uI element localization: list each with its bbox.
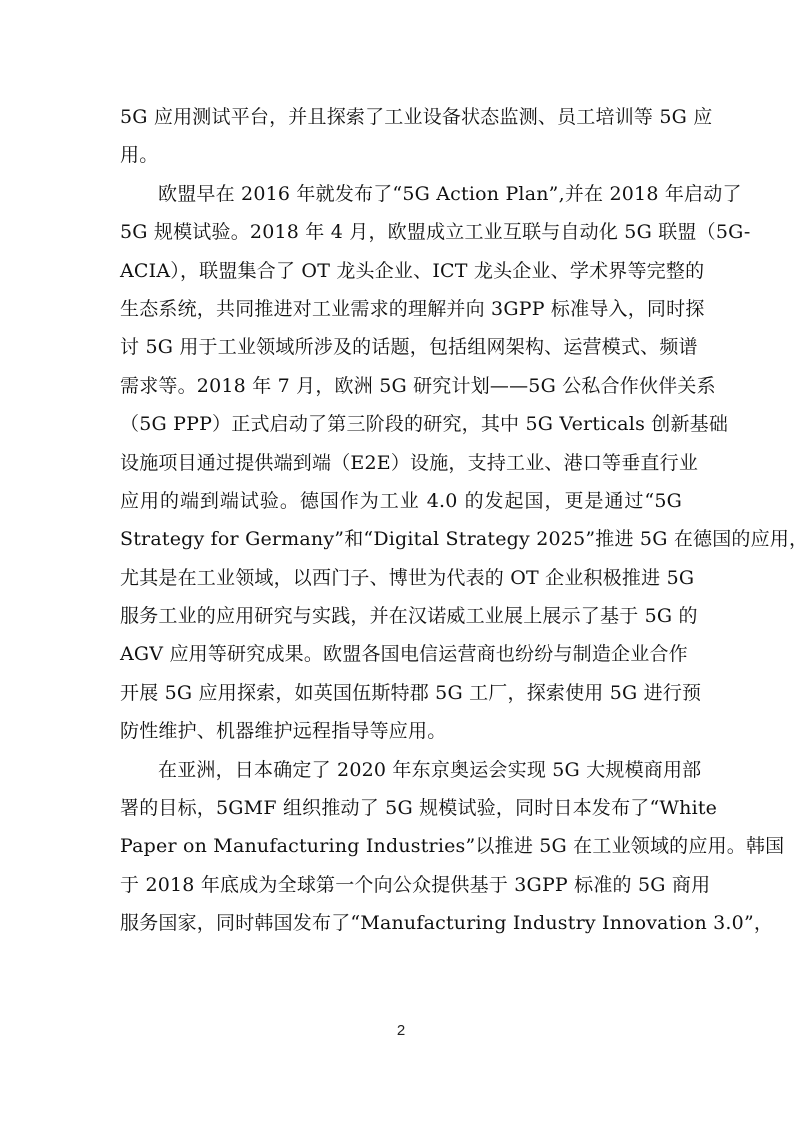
text-line: 服务工业的应用研究与实践，并在汉诺威工业展上展示了基于 5G 的 (120, 605, 698, 628)
text-line: AGV 应用等研究成果。欧盟各国电信运营商也纷纷与制造企业合作 (120, 643, 688, 666)
text-line: （5G PPP）正式启动了第三阶段的研究，其中 5G Verticals 创新基础 (120, 413, 729, 436)
text-line: 开展 5G 应用探索，如英国伍斯特郡 5G 工厂，探索使用 5G 进行预 (120, 681, 702, 704)
page-number: 2 (396, 1022, 406, 1039)
text-line: 设施项目通过提供端到端（E2E）设施，支持工业、港口等垂直行业 (120, 451, 699, 474)
text-line: 署的目标，5GMF 组织推动了 5G 规模试验，同时日本发布了“White (120, 797, 718, 820)
text-line: Strategy for Germany”和“Digital Strategy 2025”推进 5G 在德国的应用， (120, 528, 808, 551)
text-line: 讨 5G 用于工业领域所涉及的话题，包括组网架构、运营模式、频谱 (120, 336, 698, 359)
text-line: Paper on Manufacturing Industries”以推进 5G 在工业领域的应用。韩国 (120, 835, 785, 858)
text-line: 服务国家，同时韩国发布了“Manufacturing Industry Innovation 3.0”， (120, 912, 774, 935)
text-line: 需求等。2018 年 7 月，欧洲 5G 研究计划——5G 公私合作伙伴关系 (120, 374, 716, 397)
paragraph-first-line: 欧盟早在 2016 年就发布了“5G Action Plan”,并在 2018 年启动了 (158, 182, 742, 205)
text-line: 5G 规模试验。2018 年 4 月，欧盟成立工业互联与自动化 5G 联盟（5G- (120, 221, 751, 244)
text-line: 用。 (120, 144, 159, 167)
text-line: 生态系统，共同推进对工业需求的理解并向 3GPP 标准导入，同时探 (120, 297, 705, 320)
document-body (120, 98, 808, 943)
text-line: 尤其是在工业领域，以西门子、博世为代表的 OT 企业积极推进 5G (120, 566, 695, 589)
text-line: ACIA），联盟集合了 OT 龙头企业、ICT 龙头企业、学术界等完整的 (120, 259, 705, 282)
text-line: 防性维护、机器维护远程指导等应用。 (120, 720, 447, 743)
text-line: 于 2018 年底成为全球第一个向公众提供基于 3GPP 标准的 5G 商用 (120, 873, 711, 896)
paragraph-first-line: 在亚洲，日本确定了 2020 年东京奥运会实现 5G 大规模商用部 (158, 758, 702, 781)
text-line: 应用的端到端试验。德国作为工业 4.0 的发起国，更是通过“5G (120, 489, 682, 512)
text-line: 5G 应用测试平台，并且探索了工业设备状态监测、员工培训等 5G 应 (120, 106, 713, 128)
